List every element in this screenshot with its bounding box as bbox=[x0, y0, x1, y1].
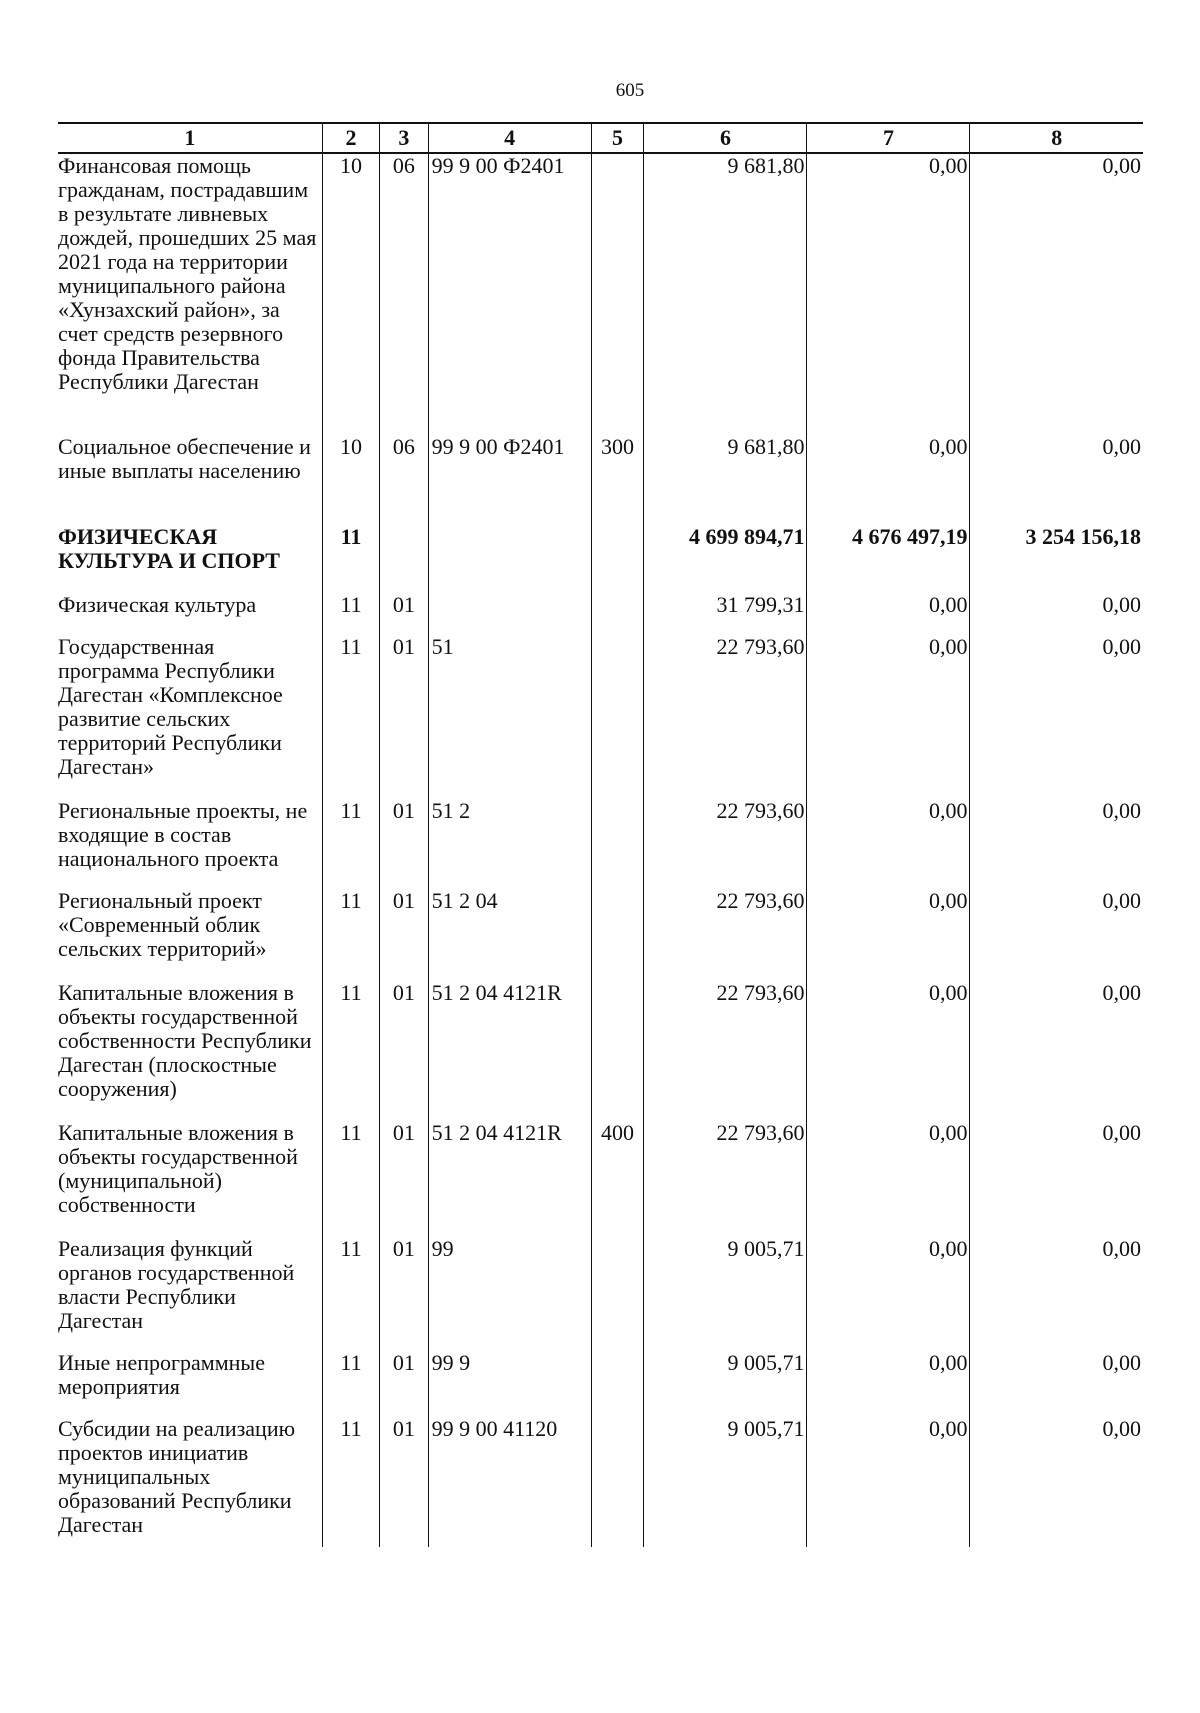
amount-col7: 0,00 bbox=[807, 1417, 970, 1547]
amount-col7: 0,00 bbox=[807, 635, 970, 799]
amount-col6: 31 799,31 bbox=[644, 593, 807, 635]
amount-col8: 3 254 156,18 bbox=[970, 525, 1143, 593]
col-header: 5 bbox=[591, 123, 644, 153]
expense-type-code bbox=[591, 593, 644, 635]
subsection-code: 01 bbox=[380, 799, 428, 889]
row-name: Иные непрограммные мероприятия bbox=[58, 1351, 265, 1399]
row-name: Субсидии на реализацию проектов инициатив муниципальных образований Республики Дагестан bbox=[58, 1417, 296, 1537]
expense-type-code bbox=[591, 1351, 644, 1417]
subsection-code: 01 bbox=[380, 1351, 428, 1417]
row-name: Капитальные вложения в объекты государственной (муниципальной) собственности bbox=[58, 1121, 298, 1217]
amount-col8: 0,00 bbox=[970, 435, 1143, 525]
expense-type-code bbox=[591, 889, 644, 981]
table-row bbox=[58, 1237, 1143, 1351]
target-code: 51 2 04 4121R bbox=[428, 981, 591, 1121]
amount-col6: 9 005,71 bbox=[644, 1351, 807, 1417]
expense-type-code bbox=[591, 635, 644, 799]
target-code: 51 bbox=[428, 635, 591, 799]
row-name: Социальное обеспечение и иные выплаты населению bbox=[58, 435, 311, 483]
table-row bbox=[58, 889, 1143, 981]
col-header: 4 bbox=[428, 123, 591, 153]
subsection-code: 06 bbox=[380, 153, 428, 435]
amount-col6: 22 793,60 bbox=[644, 1121, 807, 1237]
section-code: 11 bbox=[322, 1237, 379, 1351]
amount-col6: 22 793,60 bbox=[644, 981, 807, 1121]
amount-col6: 4 699 894,71 bbox=[644, 525, 807, 593]
subsection-code: 01 bbox=[380, 1417, 428, 1547]
subsection-code: 01 bbox=[380, 593, 428, 635]
col-header: 2 bbox=[322, 123, 379, 153]
amount-col6: 9 005,71 bbox=[644, 1237, 807, 1351]
expense-type-code: 400 bbox=[591, 1121, 644, 1237]
subsection-code: 01 bbox=[380, 981, 428, 1121]
target-code: 51 2 04 4121R bbox=[428, 1121, 591, 1237]
amount-col8: 0,00 bbox=[970, 635, 1143, 799]
row-name: Реализация функций органов государственной власти Республики Дагестан bbox=[58, 1237, 295, 1333]
amount-col7: 0,00 bbox=[807, 593, 970, 635]
target-code: 99 9 00 Ф2401 bbox=[428, 435, 591, 525]
section-code: 11 bbox=[322, 981, 379, 1121]
amount-col8: 0,00 bbox=[970, 1237, 1143, 1351]
expense-type-code bbox=[591, 799, 644, 889]
table-row bbox=[58, 1121, 1143, 1237]
section-code: 11 bbox=[322, 1417, 379, 1547]
subsection-code: 01 bbox=[380, 635, 428, 799]
amount-col7: 0,00 bbox=[807, 1351, 970, 1417]
expense-type-code bbox=[591, 153, 644, 435]
row-name: Финансовая помощь гражданам, пострадавшим в результате ливневых дождей, прошедших 25 мая 2021 года на территории муниципального района «Хунзахский район», за счет средств резервного фонда Правительства Республики Дагестан bbox=[58, 153, 317, 394]
budget-table bbox=[58, 122, 1143, 1547]
amount-col7: 0,00 bbox=[807, 981, 970, 1121]
amount-col8: 0,00 bbox=[970, 593, 1143, 635]
table-row bbox=[58, 635, 1143, 799]
row-name: Государственная программа Республики Дагестан «Комплексное развитие сельских территорий Республики Дагестан» bbox=[58, 635, 283, 779]
target-code: 51 2 04 bbox=[428, 889, 591, 981]
row-name: Физическая культура bbox=[58, 593, 257, 617]
col-header: 3 bbox=[380, 123, 428, 153]
table-row bbox=[58, 153, 1143, 435]
target-code bbox=[428, 525, 591, 593]
expense-type-code bbox=[591, 525, 644, 593]
table-row bbox=[58, 1351, 1143, 1417]
row-name: Капитальные вложения в объекты государственной собственности Республики Дагестан (плоскостные сооружения) bbox=[58, 981, 312, 1101]
section-code: 11 bbox=[322, 525, 379, 593]
subsection-code: 01 bbox=[380, 1237, 428, 1351]
amount-col6: 9 681,80 bbox=[644, 435, 807, 525]
amount-col7: 4 676 497,19 bbox=[807, 525, 970, 593]
table-row bbox=[58, 981, 1143, 1121]
subsection-code: 01 bbox=[380, 889, 428, 981]
section-code: 11 bbox=[322, 1351, 379, 1417]
page-number: 605 bbox=[615, 80, 645, 101]
amount-col8: 0,00 bbox=[970, 1351, 1143, 1417]
section-code: 10 bbox=[322, 153, 379, 435]
col-header: 6 bbox=[644, 123, 807, 153]
amount-col7: 0,00 bbox=[807, 435, 970, 525]
target-code bbox=[428, 593, 591, 635]
col-header: 1 bbox=[58, 123, 322, 153]
row-name: Региональный проект «Современный облик сельских территорий» bbox=[58, 889, 267, 961]
col-header: 8 bbox=[970, 123, 1143, 153]
table-row bbox=[58, 799, 1143, 889]
table-row bbox=[58, 435, 1143, 525]
amount-col8: 0,00 bbox=[970, 799, 1143, 889]
section-code: 11 bbox=[322, 799, 379, 889]
table-row bbox=[58, 1417, 1143, 1547]
amount-col7: 0,00 bbox=[807, 1121, 970, 1237]
subsection-code bbox=[380, 525, 428, 593]
target-code: 99 9 00 41120 bbox=[428, 1417, 591, 1547]
table-row-section bbox=[58, 525, 1143, 593]
section-code: 11 bbox=[322, 635, 379, 799]
subsection-code: 06 bbox=[380, 435, 428, 525]
amount-col6: 22 793,60 bbox=[644, 799, 807, 889]
amount-col6: 9 681,80 bbox=[644, 153, 807, 435]
amount-col8: 0,00 bbox=[970, 153, 1143, 435]
amount-col6: 9 005,71 bbox=[644, 1417, 807, 1547]
section-code: 11 bbox=[322, 889, 379, 981]
target-code: 99 9 00 Ф2401 bbox=[428, 153, 591, 435]
amount-col7: 0,00 bbox=[807, 799, 970, 889]
target-code: 51 2 bbox=[428, 799, 591, 889]
expense-type-code bbox=[591, 1237, 644, 1351]
amount-col7: 0,00 bbox=[807, 1237, 970, 1351]
section-code: 10 bbox=[322, 435, 379, 525]
col-header: 7 bbox=[807, 123, 970, 153]
section-code: 11 bbox=[322, 1121, 379, 1237]
amount-col7: 0,00 bbox=[807, 889, 970, 981]
expense-type-code bbox=[591, 981, 644, 1121]
header-row bbox=[58, 123, 1143, 153]
amount-col8: 0,00 bbox=[970, 1121, 1143, 1237]
amount-col7: 0,00 bbox=[807, 153, 970, 435]
amount-col8: 0,00 bbox=[970, 889, 1143, 981]
target-code: 99 9 bbox=[428, 1351, 591, 1417]
amount-col6: 22 793,60 bbox=[644, 889, 807, 981]
row-name: ФИЗИЧЕСКАЯ КУЛЬТУРА И СПОРТ bbox=[58, 525, 280, 573]
expense-type-code bbox=[591, 1417, 644, 1547]
subsection-code: 01 bbox=[380, 1121, 428, 1237]
row-name: Региональные проекты, не входящие в состав национального проекта bbox=[58, 799, 308, 871]
table-row bbox=[58, 593, 1143, 635]
amount-col8: 0,00 bbox=[970, 1417, 1143, 1547]
section-code: 11 bbox=[322, 593, 379, 635]
target-code: 99 bbox=[428, 1237, 591, 1351]
expense-type-code: 300 bbox=[591, 435, 644, 525]
amount-col6: 22 793,60 bbox=[644, 635, 807, 799]
amount-col8: 0,00 bbox=[970, 981, 1143, 1121]
